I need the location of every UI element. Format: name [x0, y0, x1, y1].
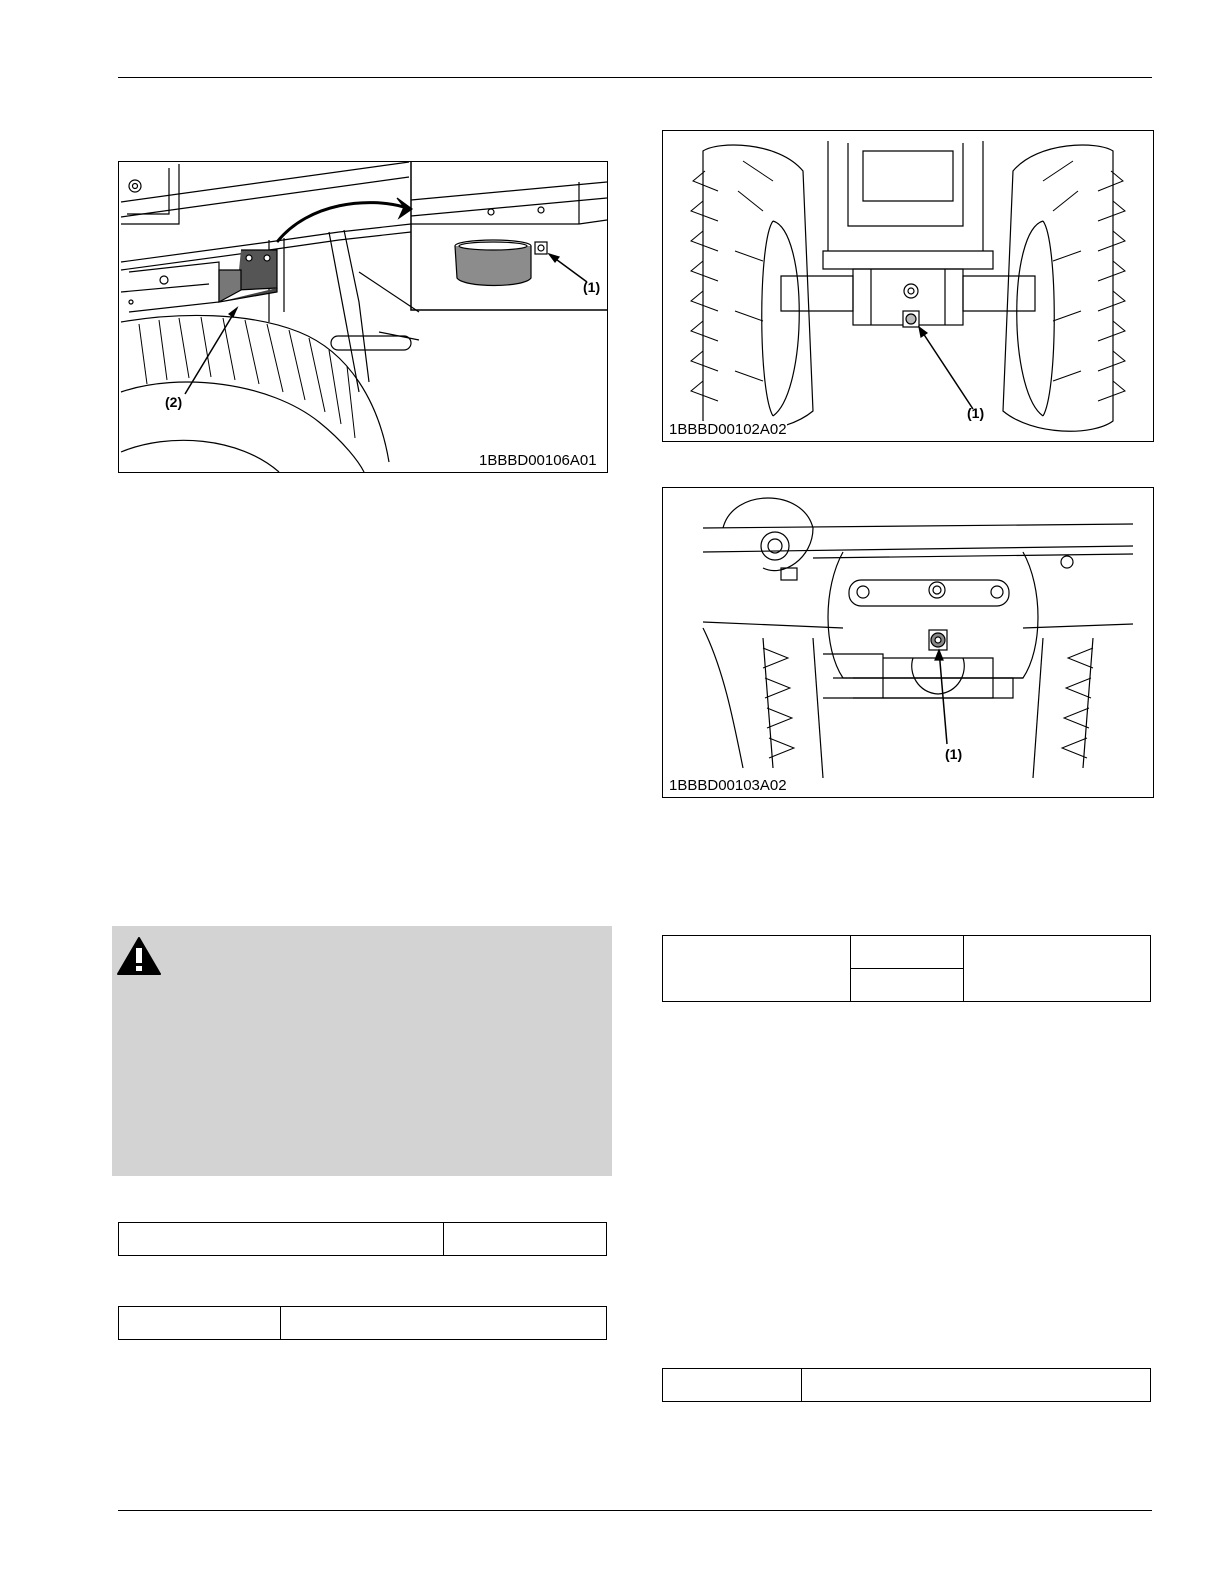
warning-box: [112, 926, 612, 1176]
figure-filter-bracket: [118, 161, 608, 473]
warning-triangle-icon: [116, 936, 162, 976]
callout-1: (1): [583, 279, 601, 295]
figure-rear-axle-drain-drawing: [663, 131, 1153, 441]
spec-table-1: [118, 1222, 607, 1256]
figure-rear-axle-drain: [662, 130, 1154, 442]
spec-table-3-cell-c: [964, 936, 1151, 1002]
figure-code: 1BBBD00102A02: [669, 421, 787, 438]
spec-table-2: [118, 1306, 607, 1340]
figure-code: 1BBBD00103A02: [669, 777, 787, 794]
spec-table-3-cell-b: [851, 936, 964, 969]
figure-front-axle-drain-drawing: [663, 488, 1153, 797]
spec-table-4-cell-b: [802, 1369, 1151, 1402]
figure-front-axle-drain: [662, 487, 1154, 798]
spec-table-2-cell-b: [281, 1307, 607, 1340]
spec-table-1-cell-b: [444, 1223, 607, 1256]
spec-table-4: [662, 1368, 1151, 1402]
callout-1: (1): [945, 746, 963, 762]
header-rule: [118, 77, 1152, 78]
spec-table-1-cell-a: [119, 1223, 444, 1256]
callout-1: (1): [967, 405, 985, 421]
spec-table-3-cell-a: [663, 936, 851, 1002]
spec-table-2-cell-a: [119, 1307, 281, 1340]
spec-table-3: [662, 935, 1151, 1002]
figure-code: 1BBBD00106A01: [479, 452, 597, 469]
callout-2: (2): [165, 394, 183, 410]
spec-table-3-cell-d: [851, 969, 964, 1002]
figure-filter-bracket-drawing: [119, 162, 607, 472]
spec-table-4-cell-a: [663, 1369, 802, 1402]
footer-rule: [118, 1510, 1152, 1511]
